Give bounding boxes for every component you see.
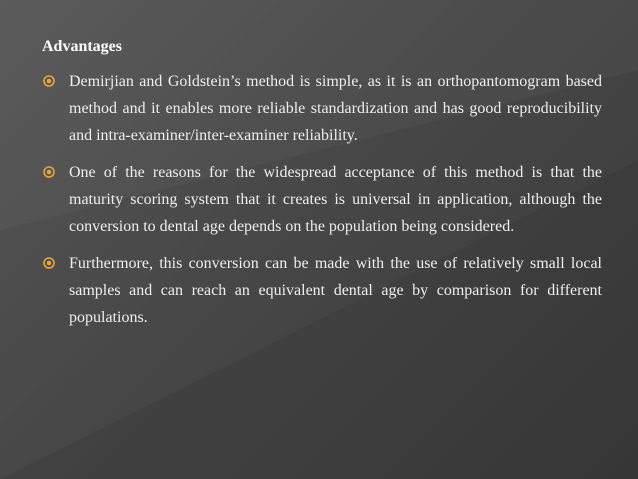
bullet-item [42,68,602,149]
bullet-item [42,159,602,240]
target-bullet-icon [43,166,55,178]
slide-heading: Advantages [42,38,123,55]
bullet-item [42,250,602,331]
target-bullet-icon [43,257,55,269]
bullet-text: Furthermore, this conversion can be made with the use of relatively small local samples and can reach an equivalent dental age by comparison for different populations. [69,255,602,326]
target-bullet-icon [43,75,55,87]
bullet-text: One of the reasons for the widespread acceptance of this method is that the maturity scoring system that it creates is universal in application, although the conversion to dental age depends on the population being considered. [69,164,602,235]
slide-content [42,36,602,341]
bullet-text: Demirjian and Goldstein’s method is simple, as it is an orthopantomogram based method and it enables more reliable standardization and has good reproducibility and intra-examiner/inter-examiner reliability. [69,73,602,144]
